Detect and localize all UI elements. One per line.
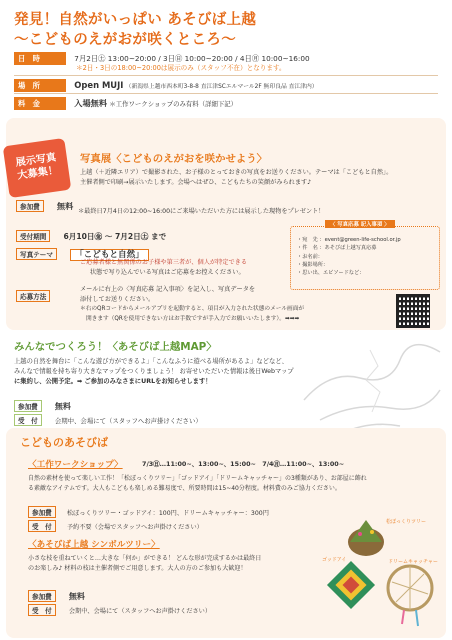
map-outline-icon [300, 330, 444, 440]
method-line1: メールに右上の〈写真応募 記入事項〉を記入し、写真データを [80, 286, 256, 293]
tree-reception-value: 会期中、会場にて（スタッフへお声掛けください） [68, 608, 212, 615]
photo-fee-value: 無料 [56, 201, 74, 211]
workshop-times: 7/3㊐…11:00~、13:00~、15:00~ 7/4㊊…11:00~、13:00~ [142, 460, 345, 468]
map-reception-label: 受 付 [14, 414, 42, 426]
map-desc3: に集約し、公開予定。➡ ご参加のみなさまにURLをお知らせします！ [14, 378, 212, 385]
fee-note: ＊工作ワークショップのみ有料（詳細下記） [109, 100, 238, 108]
workshop-reception-label: 受 付 [28, 520, 56, 532]
map-fee-label: 参加費 [14, 400, 42, 412]
form-line: ・お名前： [297, 253, 323, 260]
map-fee-value: 無料 [54, 402, 71, 411]
tree-fee-value: 無料 [68, 592, 85, 601]
tree-reception-label: 受 付 [28, 604, 56, 616]
date-note: ＊2日・3日の18:00~20:00は展示のみ（スタッフ不在）となります。 [76, 64, 286, 72]
workshop-desc2: る素敵なアイテムです。大人もこどもも楽しめる難易度で、所要時間は15~40分程度。材料費のみご協力ください。 [28, 485, 341, 492]
workshop-fee-value: 松ぼっくりツリー・ゴッドアイ：100円、ドリームキャッチャー：300円 [66, 510, 269, 517]
photo-desc2: 主催者側で印刷→展示いたします。会場へはぜひ、こどもたちの笑顔がみられます♪ [80, 179, 312, 186]
tree-title: 〈あそびば上越 シンボルツリー〉 [28, 540, 160, 550]
workshop-reception-value: 予約不要（会場でスタッフへお声掛けください） [66, 524, 203, 531]
photo-deadline-row [16, 224, 166, 243]
tree-desc1: 小さな枝を重ねていくと…大きな「何か」ができる！ どんな形が完成するかは最終日 [28, 555, 262, 562]
photo-fee-row [16, 194, 73, 213]
workshop-fee-label: 参加費 [28, 506, 56, 518]
method-line4: 開きます（QRを使用できない方はお手数ですが手入力でお願いいたします）。➡➡➡ [86, 316, 300, 322]
badge-line2: 大募集！ [16, 165, 59, 182]
photo-fee-label: 参加費 [16, 200, 44, 212]
event-fee-row [14, 97, 438, 110]
form-tag: 〈 写真応募 記入事項 〉 [325, 220, 395, 228]
tree-reception-row [28, 598, 211, 617]
event-place-row [14, 79, 438, 93]
place-note: （新潟県上越市西本町3-8-8 直江津SCエルマール2F 無印良品 直江津内） [125, 84, 318, 90]
photo-title: 写真展〈こどものえがおを咲かせよう〉 [80, 153, 268, 165]
workshop-reception-row [28, 514, 203, 533]
form-line: ・宛 先 ：event@green-life-school.or.jp [297, 237, 401, 243]
fee-text: 入場無料 [74, 98, 108, 108]
map-title: みんなでつくろう！〈あそびば上越MAP〉 [14, 341, 217, 353]
craft-illustration-icon [320, 512, 444, 632]
workshop-desc1: 自然の素材を使って楽しい工作！「松ぼっくりツリー」「ゴッドアイ」「ドリームキャッチャー」の3種類があり、お部屋に飾れ [28, 475, 367, 482]
photo-badge [3, 138, 72, 198]
deadline-value: 6月10日㊎ ～ 7月2日㊏ まで [63, 232, 167, 241]
place-text: Open MUJI [74, 80, 124, 90]
map-reception-value: 会期中、会場にて（スタッフへお声掛けください） [54, 417, 202, 425]
fee-label: 料 金 [14, 97, 66, 110]
tree-desc2: のお楽しみ♪ 材料の枝は主催者側でご用意します。大人の方のご参加も大歓迎！ [28, 565, 247, 572]
deadline-label: 受付期間 [16, 230, 50, 242]
badge-line1: 展示写真 [15, 152, 57, 169]
theme-label: 写真テーマ [16, 248, 57, 260]
craft-photos [320, 512, 444, 632]
date-text: 7月2日㊏ 13:00~20:00 / 3日㊐ 10:00~20:00 / 4日㊊ 10:00~16:00 [74, 54, 310, 63]
photo-fee-note: ＊最終日7月4日の12:00~16:00にご来場いただいた方には展示した現物をプレゼント！ [78, 208, 325, 215]
photo-desc1: 上越（＋近隣エリア）で撮影された、お子様のとっておきの写真をお送りください。テーマは「こどもと自然」。 [80, 169, 393, 176]
place-label: 場 所 [14, 79, 66, 92]
map-desc1: 上越の自然を舞台に「こんな遊び方ができるよ」「こんなふうに遊べる場所があるよ」などなど、 [14, 358, 288, 365]
photo-method-row [16, 284, 50, 303]
pine-label: 松ぼっくりツリー [386, 519, 427, 525]
form-line: ・思い出、エピソードなど： [297, 270, 365, 277]
map-desc2: みんなで情報を持ち寄り大きなマップをつくりましょう！ お寄せいただいた情報は後日Webマップ [14, 368, 294, 375]
theme-note1: ご応募者様と無関係のお子様や第三者が、個人が特定できる [80, 259, 248, 266]
header-line2: ～こどものえがおが咲くところ～ [14, 32, 236, 48]
tree-fee-label: 参加費 [28, 590, 56, 602]
date-label: 日 時 [14, 52, 66, 65]
method-label: 応募方法 [16, 290, 50, 302]
dream-label: ドリームキャッチャー [388, 559, 438, 565]
workshop-title: 〈工作ワークショップ〉 [28, 460, 123, 470]
method-line3: ＊右のQRコードからメールアプリを起動すると、項目が入力された状態のメール画面が [80, 306, 305, 312]
header-line1: 発見！自然がいっぱい あそびば上越 [14, 12, 257, 28]
theme-note2: 状態で写り込んでいる写真はご応募をお控えください。 [90, 269, 245, 276]
form-line: ・件 名 ：あそびば上越写真応募 [297, 245, 377, 252]
godeye-label: ゴッドアイ [322, 557, 347, 563]
play-title: こどものあそびば [20, 436, 108, 449]
theme-value: 「こどもと自然」 [70, 249, 149, 261]
form-line: ・撮影場所： [297, 261, 329, 268]
qr-code[interactable] [396, 294, 430, 328]
map-reception-row [14, 408, 202, 427]
method-line2: 添付してお送りください。 [80, 296, 155, 303]
form-box [290, 226, 440, 290]
